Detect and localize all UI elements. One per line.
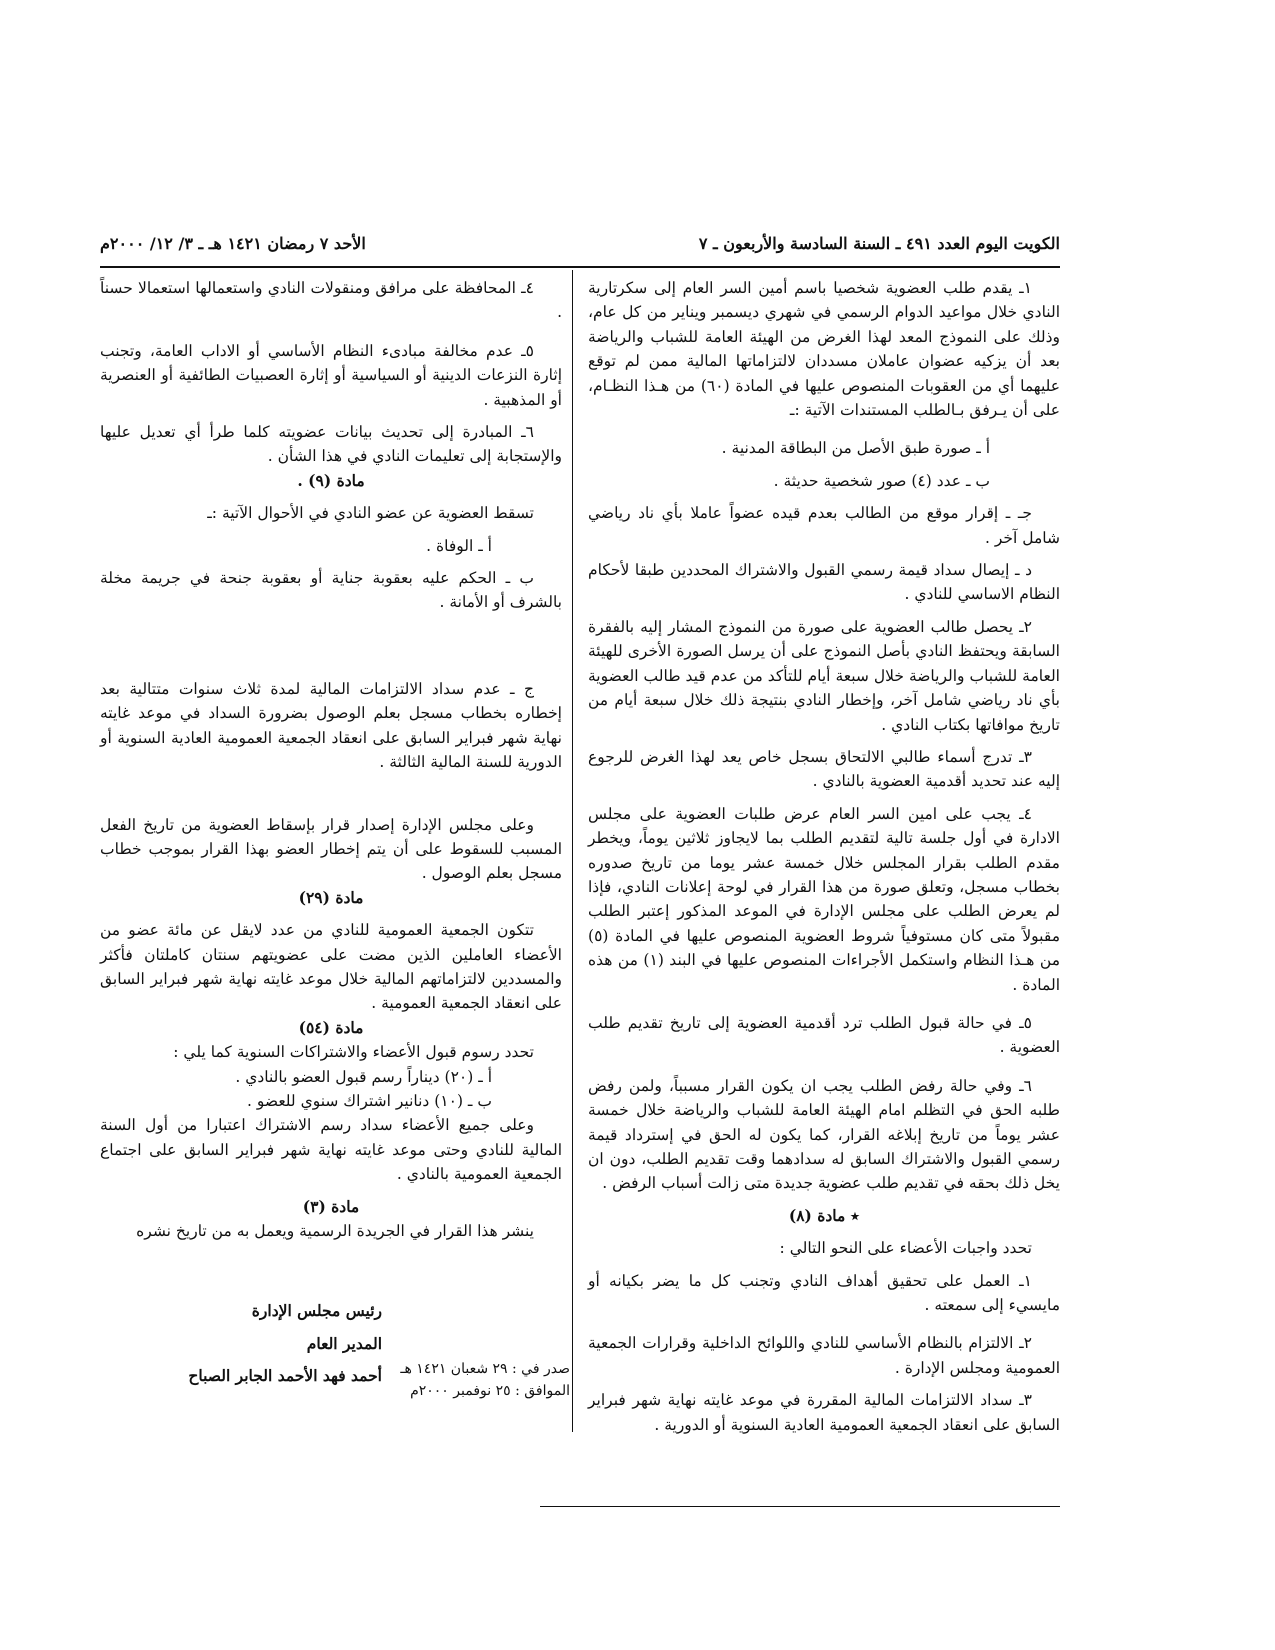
fee-a: أ ـ (٢٠) ديناراً رسم قبول العضو بالنادي . [235,1067,492,1086]
issue-date-hijri: صدر في : ٢٩ شعبان ١٤٢١ هـ [400,1361,570,1377]
signature-name: أحمد فهد الأحمد الجابر الصباح [188,1366,382,1386]
paragraph-3: ٣ـ تدرج أسماء طالبي الالتحاق بسجل خاص يعد لهذا الغرض للرجوع إليه عند تحديد أقدمية العضوية بالنادي . [588,747,1060,791]
duty-6: ٦ـ المبادرة إلى تحديث بيانات عضويته كلما طرأ أي تعديل عليها والإستجابة إلى تعليمات النادي في هذا الشأن . [100,423,562,466]
article-8-heading: ٭ مادة (٨) [788,1205,860,1225]
page-content [100,222,1060,1512]
gazette-header [100,234,1060,262]
item-a: أ ـ صورة طبق الأصل من البطاقة المدنية . [721,439,990,458]
gazette-date: الأحد ٧ رمضان ١٤٢١ هـ ـ ٣/ ١٢/ ٢٠٠٠م [100,234,366,253]
signature-title-2: المدير العام [306,1333,382,1353]
signature-title-1: رئيس مجلس الإدارة [251,1301,382,1321]
paragraph-2: ٢ـ يحصل طالب العضوية على صورة من النموذج المشار إليه بالفقرة السابقة ويحتفظ النادي بأصل النموذج على أن يرسل الصورة الأخرى للهيئة العامة للشباب والرياضة خلال سبعة أيام للتأكد من عدم قيد طالب العضوية بأي ناد رياضي شامل آخر، وإخطار النادي بنتيجة ذلك خلال سبعة أيام من تاريخ موافاتها بكتاب النادي . [588,617,1060,734]
revocation-c: ج ـ عدم سداد الالتزامات المالية لمدة ثلاث سنوات متتالية بعد إخطاره بخطاب مسجل بعلم الوصول بضرورة السداد في موعد غايته نهاية شهر فبراير السابق على انعقاد الجمعية العمومية العادية السنوية أو الدورية للسنة المالية الثالثة . [100,679,562,772]
duty-4: ٤ـ المحافظة على مرافق ومنقولات النادي واستعمالها استعمالا حسناً . [100,279,562,322]
header-rule [100,266,1060,268]
paragraph-6: ٦ـ وفي حالة رفض الطلب يجب ان يكون القرار مسبباً، ولمن رفض طلبه الحق في التظلم امام الهيئة العامة للشباب والرياضة خلال خمسة عشر يوماً من تاريخ إبلاغه القرار، كما يكون له الحق في إسترداد قيمة رسمي القبول والاشتراك السابق له سدادهما وقت تقديم الطلب، دون ان يخل ذلك بحقه في تقديم طلب عضوية جديدة متى زالت أسباب الرفض . [588,1076,1060,1193]
fees-payment: وعلى جميع الأعضاء سداد رسم الاشتراك اعتبارا من أول السنة المالية للنادي وحتى موعد غايته نهاية شهر فبراير السابق على اجتماع الجمعية العمومية بالنادي . [100,1116,562,1184]
paragraph-5: ٥ـ في حالة قبول الطلب ترد أقدمية العضوية إلى تاريخ تقديم طلب العضوية . [588,1013,1060,1057]
item-c: جـ ـ إقرار موقع من الطالب بعدم قيده عضواً عاملا بأي ناد رياضي شامل آخر . [588,504,1060,547]
issue-date-gregorian: الموافق : ٢٥ نوفمبر ٢٠٠٠م [410,1383,570,1399]
duty-1: ١ـ العمل على تحقيق أهداف النادي وتجنب كل ما يضر بكيانه أو مايسيء إلى سمعته . [588,1271,1060,1315]
paragraph-4: ٤ـ يجب على امين السر العام عرض طلبات العضوية على مجلس الادارة في أول جلسة تالية لتقديم الطلب بما لايجاوز ثلاثين يوماً، ويخطر مقدم الطلب بقرار المجلس خلال خمسة عشر يوما من تاريخ صدوره بخطاب مسجل، وتعلق صورة من هذا القرار في لوحة إعلانات النادي، فإذا لم يعرض الطلب على مجلس الإدارة في الموعد المذكور إعتبر الطلب مقبولاً متى كان مستوفياً شروط العضوية المنصوص عليها في المادة (٥) من هـذا النظام واستكمل الأجراءات المنصوص عليها في البند (١) من هذه المادة . [588,804,1060,994]
duty-5: ٥ـ عدم مخالفة مبادىء النظام الأساسي أو الاداب العامة، وتجنب إثارة النزعات الدينية أو السياسية أو إثارة العصبيات الطائفية أو العنصرية أو المذهبية . [100,341,562,409]
revocation-b: ب ـ الحكم عليه بعقوبة جناية أو بعقوبة جنحة في جريمة مخلة بالشرف أو الأمانة . [100,569,562,612]
board-decision: وعلى مجلس الإدارة إصدار قرار بإسقاط العضوية من تاريخ الفعل المسبب للسقوط على أن يتم إخطار العضو بهذا القرار بموجب خطاب مسجل بعلم الوصول . [100,815,562,883]
left-column [100,276,562,1389]
duties-intro: تحدد واجبات الأعضاء على النحو التالي : [779,1239,1032,1258]
article-3-heading: مادة (٣) [302,1196,360,1216]
article-29-heading: مادة (٢٩) [298,887,364,907]
article-9-heading: مادة (٩) . [297,470,365,490]
fee-b: ب ـ (١٠) دنانير اشتراك سنوي للعضو . [247,1091,492,1110]
item-d: د ـ إيصال سداد قيمة رسمي القبول والاشتراك المحددين طبقا لأحكام النظام الاساسي للنادي . [588,561,1060,604]
fees-intro: تحدد رسوم قبول الأعضاء والاشتراكات السنوية كما يلي : [173,1043,534,1062]
duty-2: ٢ـ الالتزام بالنظام الأساسي للنادي واللوائح الداخلية وقرارات الجمعية العمومية ومجلس الإدارة . [588,1334,1060,1377]
gazette-issue-info: الكويت اليوم العدد ٤٩١ ـ السنة السادسة والأربعون ـ ٧ [698,234,1060,253]
general-assembly: تتكون الجمعية العمومية للنادي من عدد لايقل عن مائة عضو من الأعضاء العاملين الذين مضت على عضويتهم سنتان كاملتان فأكثر والمسددين لالتزاماتهم المالية خلال موعد غايته نهاية شهر فبراير السابق على انعقاد الجمعية العمومية . [100,921,562,1013]
paragraph-1: ١ـ يقدم طلب العضوية شخصيا باسم أمين السر العام إلى سكرتارية النادي خلال مواعيد الدوام الرسمي في شهري ديسمبر ويناير من كل عام، وذلك على النموذج المعد لهذا الغرض من الهيئة العامة للشباب والرياضة بعد أن يزكيه عضوان عاملان مسددان لالتزاماتها المالية ممن لم توقع عليهما أي من العقوبات المنصوص عليها في المادة (٦٠) من هـذا النظـام، على أن يـرفق بـالطلب المستندات الآتية :ـ [588,279,1061,420]
right-column [588,276,1060,1437]
column-separator [572,270,573,1432]
revocation-a: أ ـ الوفاة . [426,536,492,555]
article-54-heading: مادة (٥٤) [298,1017,364,1037]
publication-clause: ينشر هذا القرار في الجريدة الرسمية ويعمل به من تاريخ نشره [136,1222,534,1240]
duty-3: ٣ـ سداد الالتزامات المالية المقررة في موعد غايته نهاية شهر فبراير السابق على انعقاد الجمعية العمومية العادية السنوية أو الدورية . [588,1391,1060,1434]
revocation-intro: تسقط العضوية عن عضو النادي في الأحوال الآتية :ـ [207,504,534,523]
footer-rule [540,1506,1060,1507]
issue-dates [400,1358,570,1402]
item-b: ب ـ عدد (٤) صور شخصية حديثة . [773,471,990,490]
